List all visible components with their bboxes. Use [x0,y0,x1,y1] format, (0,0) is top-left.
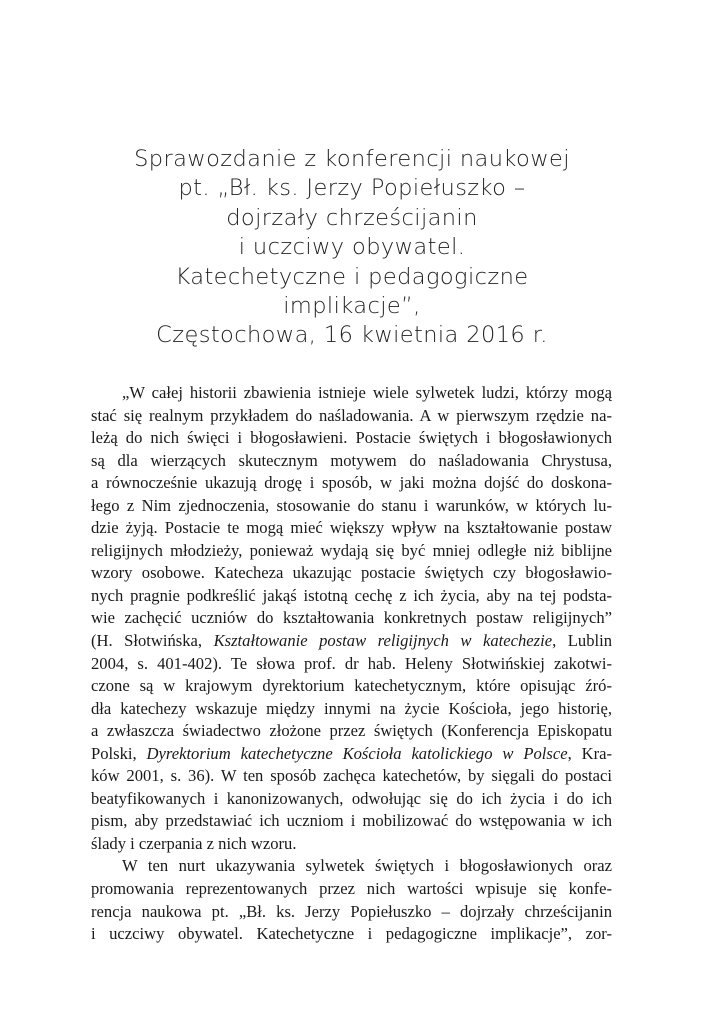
body-line: łego z Nim zjednoczenia, stosowanie do stanu i warunków, w których lu- [91,495,612,515]
citation-text: Polski, [91,743,147,763]
citation-text: (H. Słotwińska, [91,631,214,651]
report-title [60,145,644,351]
body-line: i uczciwy obywatel. Katechetyczne i pedagogiczne implikacje”, zor- [91,924,612,944]
citation-text: , Lublin [552,631,613,651]
title-line: i uczciwy obywatel. [238,234,466,261]
title-line: Katechetyczne i pedagogiczne [175,263,529,290]
body-line: 2004, s. 401-402). Te słowa prof. dr hab. Heleny Słotwińskiej zakotwi- [91,653,612,673]
body-line: pism, aby przedstawiać ich uczniom i mobilizować do wstępowania w ich [91,811,612,831]
body-line: dzie żyją. Postacie te mogą mieć większy wpływ na kształtowanie postaw [91,518,612,538]
body-line: wie zachęcić uczniów do kształtowania konkretnych postaw religijnych” [91,608,612,628]
title-line: Sprawozdanie z konferencji naukowej [134,146,570,172]
title-line: dojrzały chrześcijanin [226,204,478,231]
body-line: są dla wierzących skutecznym motywem do naśladowania Chrystusa, [91,450,612,470]
body-line: nych pragnie podkreślić jakąś istotną cechę z ich życia, aby na tej podsta- [91,585,612,605]
body-line: wzory osobowe. Katecheza ukazując postacie świętych czy błogosławio- [91,563,612,583]
citation-book-title: Dyrektorium katechetyczne Kościoła katolickiego w Polsce [146,743,568,763]
body-line: a równocześnie ukazują drogę i sposób, w jaki można dojść do doskona- [91,473,612,493]
body-line: W ten nurt ukazywania sylwetek świętych i błogosławionych oraz [122,856,612,876]
body-line: religijnych młodzieży, ponieważ wydają się być mniej odległe niż biblijne [91,540,612,560]
title-line: Częstochowa, 16 kwietnia 2016 r. [156,322,548,349]
body-line: leżą do nich święci i błogosławieni. Postacie świętych i błogosławionych [91,428,612,448]
body-line-with-citation [91,743,612,766]
body-line-with-citation [91,630,612,653]
body-line: a zwłaszcza świadectwo złożone przez świętych (Konferencja Episkopatu [91,721,612,741]
body-line: promowania reprezentowanych przez nich wartości wpisuje się konfe- [91,879,612,899]
title-line: pt. „Bł. ks. Jerzy Popiełuszko – [178,175,526,202]
body-line: ków 2001, s. 36). W ten sposób zachęca katechetów, by sięgali do postaci [91,766,612,786]
body-line: stać się realnym przykładem do naśladowania. A w pierwszym rzędzie na- [91,405,612,425]
citation-book-title: Kształtowanie postaw religijnych w katechezie [213,631,553,651]
body-line: beatyfikowanych i kanonizowanych, odwołując się do ich życia i do ich [91,788,612,808]
body-line: rencja naukowa pt. „Bł. ks. Jerzy Popiełuszko – dojrzały chrześcijanin [91,901,612,921]
body-line: ślady i czerpania z nich wzoru. [91,833,297,853]
body-line: „W całej historii zbawienia istnieje wiele sylwetek ludzi, którzy mogą [122,383,612,402]
body-text [91,382,612,946]
body-line: czone są w krajowym dyrektorium katechetycznym, które opisując źró- [91,676,612,696]
body-line: dła katechezy wskazuje między innymi na życie Kościoła, jego historię, [91,698,612,718]
title-line: implikacje”, [283,293,421,320]
citation-text: , Kra- [567,743,612,763]
